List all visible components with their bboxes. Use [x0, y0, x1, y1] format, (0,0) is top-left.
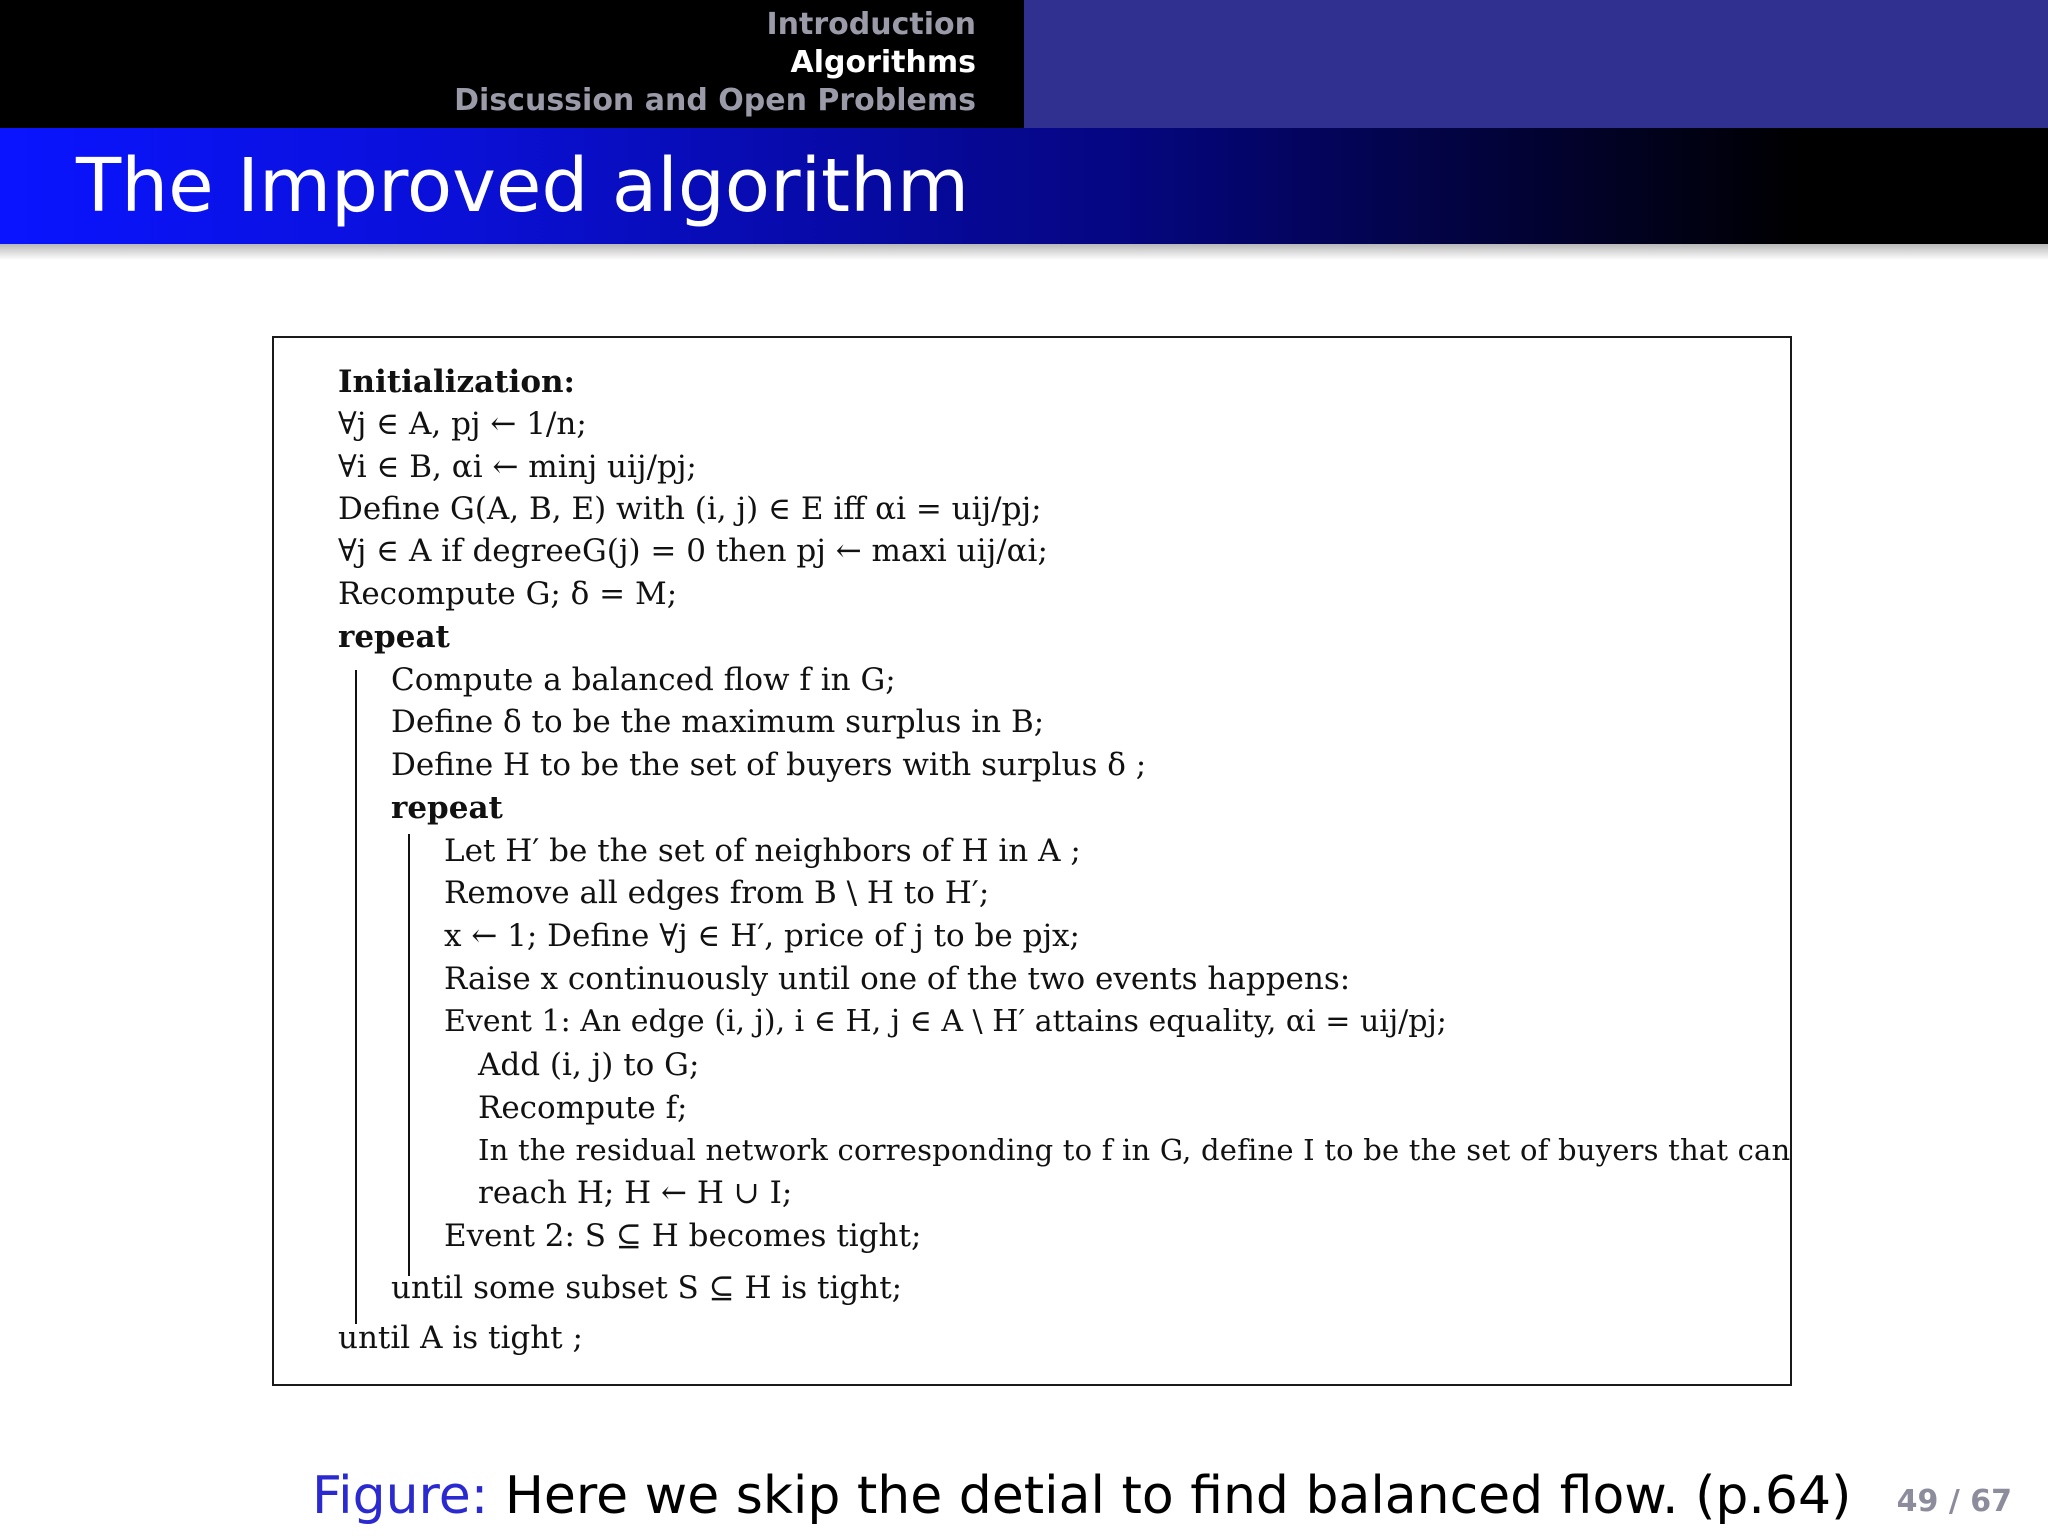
- algo-line: reach H; H ← H ∪ I;: [478, 1175, 793, 1211]
- algo-line: ∀j ∈ A, pj ← 1/n;: [338, 406, 587, 442]
- header-accent-panel: [1024, 0, 2048, 128]
- algo-line: ∀j ∈ A if degreeG(j) = 0 then pj ← maxi uij/αi;: [338, 533, 1048, 569]
- page-number: 49 / 67: [1896, 1484, 2012, 1519]
- algo-line-event-2: Event 2: S ⊆ H becomes tight;: [444, 1218, 922, 1254]
- algo-line-until-outer: until A is tight ;: [338, 1320, 583, 1356]
- algo-keyword: repeat: [391, 790, 503, 826]
- algo-keyword: repeat: [338, 619, 450, 655]
- algo-line: Let H′ be the set of neighbors of H in A ;: [444, 833, 1081, 869]
- algo-keyword: Initialization:: [338, 364, 575, 400]
- algo-line: Recompute f;: [478, 1090, 688, 1126]
- algo-line: Add (i, j) to G;: [478, 1047, 700, 1083]
- section-navigation-panel: [0, 0, 1024, 128]
- inner-loop-bar: [408, 834, 410, 1276]
- section-navigation-bar: [0, 0, 2048, 128]
- algo-line-repeat-inner: [391, 788, 503, 828]
- title-bar-shadow: [0, 244, 2048, 260]
- algo-line: Compute a balanced flow f in G;: [391, 662, 896, 698]
- algo-line: x ← 1; Define ∀j ∈ H′, price of j to be pjx;: [444, 918, 1080, 954]
- figure-caption-label: Figure:: [312, 1466, 489, 1526]
- nav-section-algorithms[interactable]: Algorithms: [790, 45, 976, 80]
- algo-line: ∀i ∈ B, αi ← minj uij/pj;: [338, 449, 697, 485]
- figure-caption: [312, 1464, 1851, 1528]
- algorithm-figure: [272, 336, 1792, 1386]
- algo-line-until-inner: until some subset S ⊆ H is tight;: [391, 1270, 903, 1306]
- algo-line: Remove all edges from B \ H to H′;: [444, 875, 990, 911]
- algo-line: Recompute G; δ = M;: [338, 576, 678, 612]
- algo-line: Define G(A, B, E) with (i, j) ∈ E iff αi = uij/pj;: [338, 491, 1042, 527]
- nav-section-discussion[interactable]: Discussion and Open Problems: [454, 83, 976, 118]
- algo-line-repeat-outer: [338, 617, 450, 657]
- algo-line: Define H to be the set of buyers with surplus δ ;: [391, 747, 1147, 783]
- algo-line: Raise x continuously until one of the two events happens:: [444, 961, 1351, 997]
- section-navigation-list: [454, 6, 976, 120]
- algo-line-initialization: [338, 362, 575, 402]
- algo-line: Define δ to be the maximum surplus in B;: [391, 704, 1045, 740]
- algo-line-event-1: Event 1: An edge (i, j), i ∈ H, j ∈ A \ H′ attains equality, αi = uij/pj;: [444, 1004, 1447, 1039]
- algo-line: In the residual network corresponding to f in G, define I to be the set of buyers that can: [478, 1133, 1791, 1167]
- outer-loop-bar: [355, 670, 357, 1324]
- nav-section-introduction[interactable]: Introduction: [766, 7, 976, 42]
- figure-caption-text: Here we skip the detial to find balanced flow. (p.64): [504, 1466, 1852, 1526]
- slide-title: The Improved algorithm: [76, 143, 970, 229]
